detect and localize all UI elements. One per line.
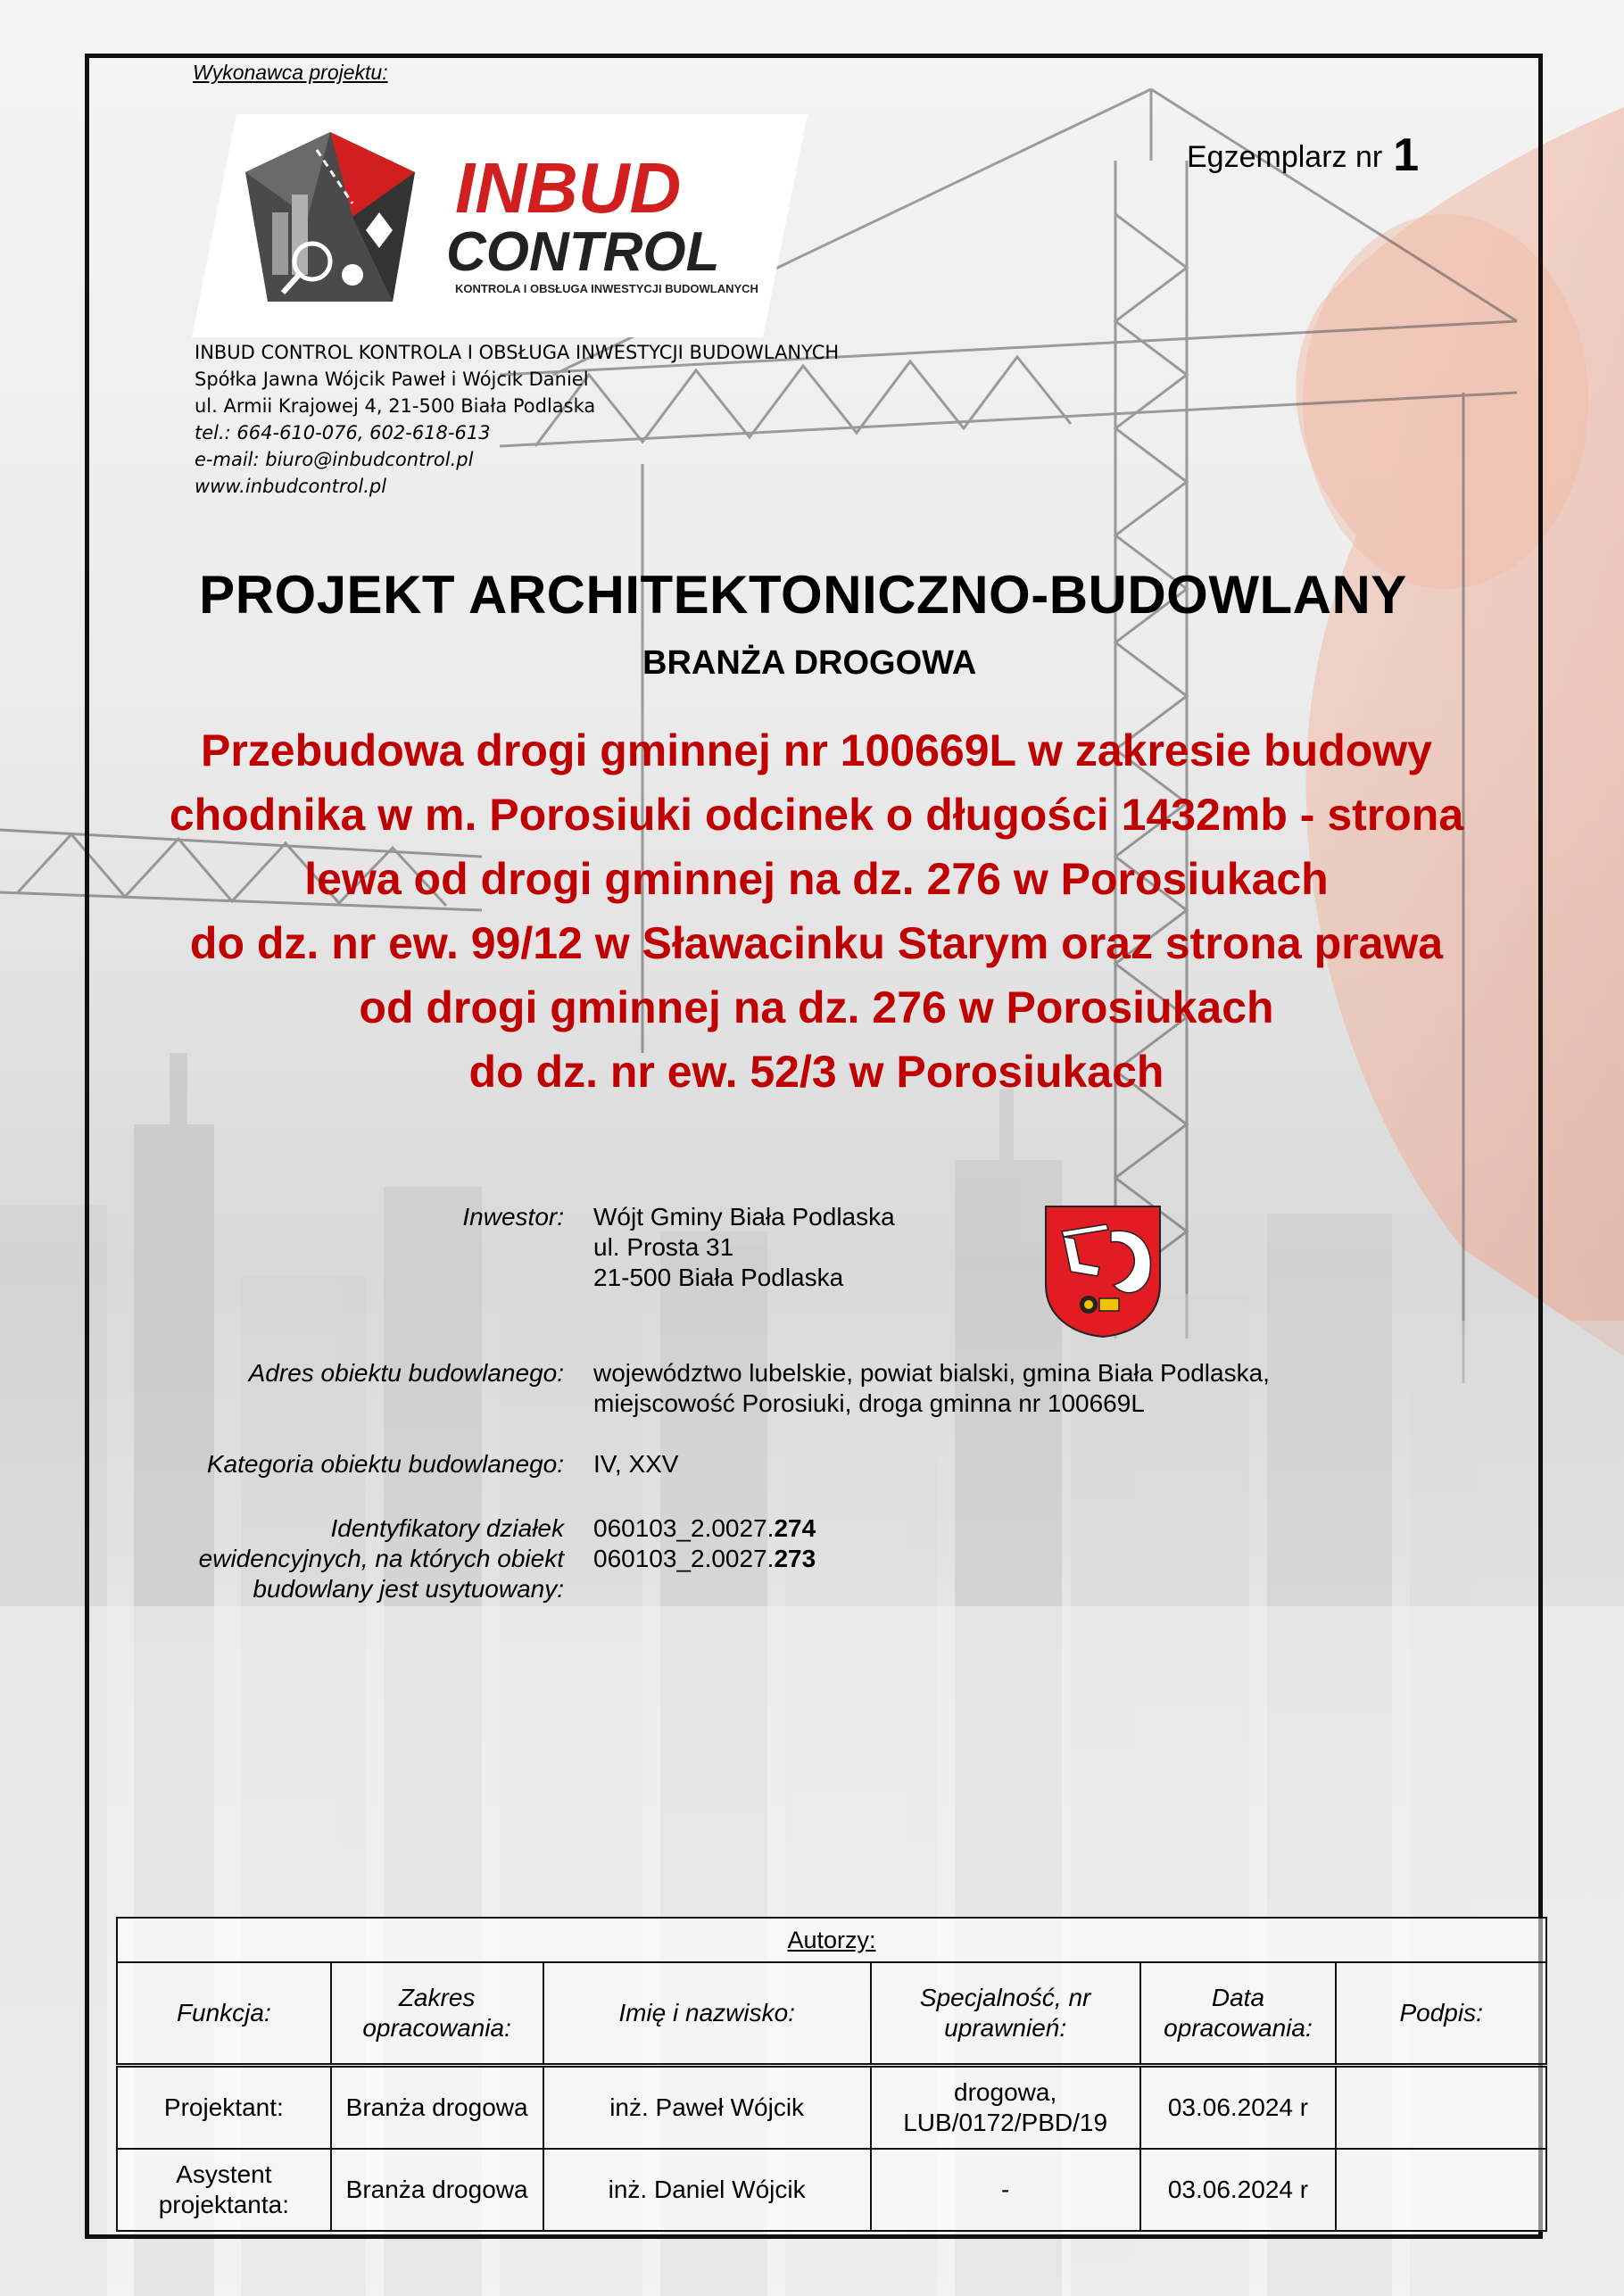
company-line: INBUD CONTROL KONTROLA I OBSŁUGA INWESTYCJI BUDOWLANYCH [195, 342, 840, 363]
logo-line2: CONTROL [446, 221, 720, 283]
subject-line: do dz. nr ew. 52/3 w Porosiukach [468, 1047, 1164, 1097]
parcel-ids-label-line: budowlany jest usytuowany: [253, 1575, 564, 1603]
company-info [195, 339, 839, 500]
contractor-label: Wykonawca projektu: [193, 61, 388, 84]
parcel-id: 060103_2.0027.274 [593, 1514, 816, 1542]
project-subject [85, 718, 1548, 1104]
subject-line: od drogi gminnej na dz. 276 w Porosiukach [359, 982, 1274, 1032]
discipline: BRANŻA DROGOWA [642, 644, 977, 682]
company-line: Spółka Jawna Wójcik Paweł i Wójcik Daniel [195, 369, 589, 390]
investor-line: 21-500 Biała Podlaska [593, 1264, 844, 1291]
logo-tagline: KONTROLA I OBSŁUGA INWESTYCJI BUDOWLANYCH [455, 282, 758, 295]
authors-table [116, 1917, 1547, 2232]
cell-scope: Branża drogowa [331, 2149, 543, 2231]
header-cell: Data opracowania: [1140, 1962, 1337, 2066]
table-row [117, 2149, 1546, 2231]
company-line: ul. Armii Krajowej 4, 21-500 Biała Podlaska [195, 395, 596, 417]
coat-of-arms-icon [1044, 1205, 1162, 1339]
copy-number-label: Egzemplarz nr [1187, 140, 1383, 174]
company-website: www.inbudcontrol.pl [195, 476, 387, 497]
category-label: Kategoria obiektu budowlanego: [206, 1450, 564, 1478]
address-label: Adres obiektu budowlanego: [248, 1359, 564, 1387]
cell-signature [1336, 2149, 1546, 2231]
parcel-ids-value [593, 1513, 816, 1574]
investor-label: Inwestor: [462, 1203, 564, 1231]
cell-scope: Branża drogowa [331, 2066, 543, 2150]
parcel-id: 060103_2.0027.273 [593, 1545, 816, 1572]
company-email: e-mail: biuro@inbudcontrol.pl [195, 449, 474, 470]
cell-function: Projektant: [117, 2066, 331, 2150]
address-line: miejscowość Porosiuki, droga gminna nr 100669L [593, 1389, 1145, 1417]
subject-line: do dz. nr ew. 99/12 w Sławacinku Starym oraz strona prawa [189, 918, 1444, 968]
parcel-ids-label-line: ewidencyjnych, na których obiekt [198, 1545, 564, 1572]
investor-line: ul. Prosta 31 [593, 1233, 734, 1261]
category-value: IV, XXV [593, 1450, 679, 1478]
table-row [117, 2066, 1546, 2150]
logo-line1: INBUD [455, 148, 682, 228]
parcel-ids-label [100, 1513, 564, 1604]
header-cell: Imię i nazwisko: [543, 1962, 871, 2066]
cell-name: inż. Paweł Wójcik [543, 2066, 871, 2150]
authors-caption: Autorzy: [117, 1918, 1546, 1962]
copy-number-value: 1 [1393, 129, 1420, 181]
investor-line: Wójt Gminy Biała Podlaska [593, 1203, 895, 1231]
header-cell: Funkcja: [117, 1962, 331, 2066]
header-cell: Specjalność, nr uprawnień: [871, 1962, 1140, 2066]
subject-line: Przebudowa drogi gminnej nr 100669L w zakresie budowy [200, 725, 1432, 775]
parcel-number: 273 [774, 1545, 816, 1572]
cell-specialty: - [871, 2149, 1140, 2231]
header-cell: Zakres opracowania: [331, 1962, 543, 2066]
cell-name: inż. Daniel Wójcik [543, 2149, 871, 2231]
cell-specialty: drogowa, LUB/0172/PBD/19 [871, 2066, 1140, 2150]
investor-value [593, 1202, 895, 1293]
cell-date: 03.06.2024 r [1140, 2066, 1337, 2150]
cell-date: 03.06.2024 r [1140, 2149, 1337, 2231]
address-line: województwo lubelskie, powiat bialski, gmina Biała Podlaska, [593, 1359, 1270, 1387]
cell-signature [1336, 2066, 1546, 2150]
inbud-control-logo [192, 114, 808, 337]
company-phone: tel.: 664-610-076, 602-618-613 [195, 422, 491, 443]
copy-number [1187, 125, 1420, 181]
subject-line: lewa od drogi gminnej na dz. 276 w Porosiukach [304, 854, 1329, 904]
parcel-number: 274 [774, 1514, 816, 1542]
address-value [593, 1358, 1270, 1419]
header-cell: Podpis: [1336, 1962, 1546, 2066]
cell-function: Asystent projektanta: [117, 2149, 331, 2231]
parcel-ids-label-line: Identyfikatory działek [330, 1514, 564, 1542]
document-title: PROJEKT ARCHITEKTONICZNO-BUDOWLANY [199, 565, 1407, 625]
subject-line: chodnika w m. Porosiuki odcinek o długości 1432mb - strona [169, 790, 1464, 840]
